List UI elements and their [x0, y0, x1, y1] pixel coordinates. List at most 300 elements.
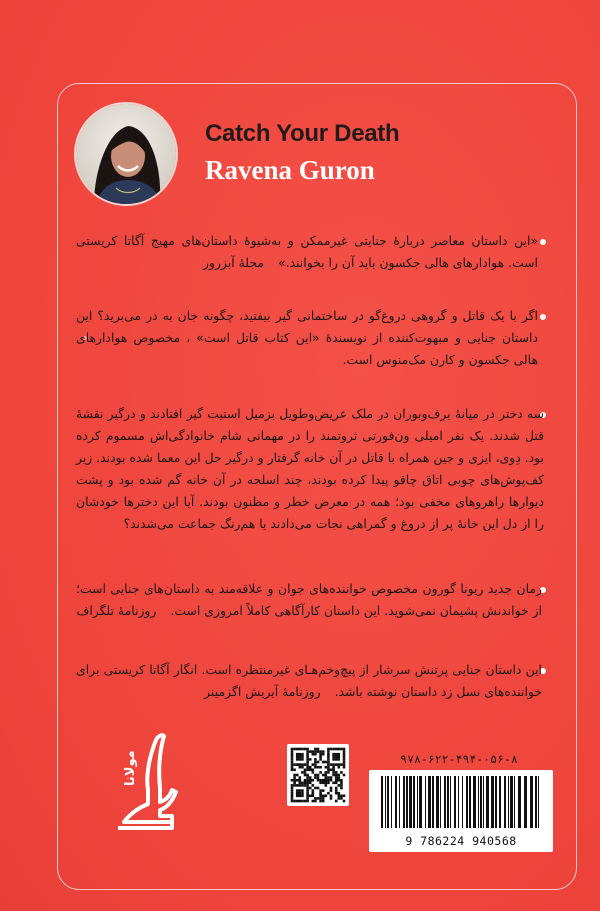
qr-module [314, 758, 317, 761]
qr-module [293, 748, 296, 751]
qr-module [314, 800, 317, 803]
qr-module [317, 761, 320, 764]
qr-module [335, 782, 338, 785]
barcode-bar [524, 776, 527, 828]
qr-module [340, 779, 343, 782]
barcode-bar [535, 776, 537, 828]
barcode-bar [458, 776, 459, 828]
qr-module [343, 766, 346, 769]
qr-module [301, 792, 304, 795]
qr-module [335, 787, 338, 790]
qr-module [327, 776, 330, 779]
qr-module [327, 792, 330, 795]
barcode-bar [518, 776, 521, 828]
qr-module [306, 753, 309, 756]
blurb-1-source: مجلهٔ آبزرور [203, 255, 265, 270]
qr-module [340, 771, 343, 774]
barcode-bar [447, 776, 449, 828]
qr-module [301, 782, 304, 785]
qr-module [312, 789, 315, 792]
barcode-bar [454, 776, 456, 828]
qr-module [332, 756, 335, 759]
qr-module [325, 779, 328, 782]
qr-module [304, 763, 307, 766]
qr-module [332, 769, 335, 772]
barcode-bar [440, 776, 441, 828]
qr-module [301, 800, 304, 803]
qr-module [332, 771, 335, 774]
barcode-bar [444, 776, 446, 828]
qr-module [325, 771, 328, 774]
qr-module [309, 776, 312, 779]
qr-module [327, 782, 330, 785]
qr-module [322, 750, 325, 753]
qr-module [340, 763, 343, 766]
publisher-logo [110, 730, 180, 835]
qr-module [296, 795, 299, 798]
qr-module [322, 795, 325, 798]
barcode-bar [530, 776, 533, 828]
qr-module [335, 776, 338, 779]
qr-module [291, 758, 294, 761]
qr-module [332, 753, 335, 756]
qr-module [299, 800, 302, 803]
qr-module [306, 784, 309, 787]
qr-module [301, 756, 304, 759]
qr-module [291, 766, 294, 769]
qr-module [309, 758, 312, 761]
qr-module [319, 782, 322, 785]
qr-module [317, 774, 320, 777]
qr-module [319, 758, 322, 761]
author-name: Ravena Guron [205, 155, 375, 185]
blurb-2 [76, 305, 538, 371]
barcode-bar [425, 776, 426, 828]
qr-module [291, 763, 294, 766]
blurb-5 [76, 659, 542, 703]
qr-module [319, 789, 322, 792]
qr-module [309, 766, 312, 769]
qr-module [338, 753, 341, 756]
qr-module [296, 763, 299, 766]
qr-module [335, 758, 338, 761]
qr-module [291, 779, 294, 782]
qr-module [304, 771, 307, 774]
qr-module [309, 750, 312, 753]
qr-module [296, 758, 299, 761]
qr-module [319, 750, 322, 753]
qr-module [293, 782, 296, 785]
qr-module [335, 763, 338, 766]
blurb-4 [76, 578, 542, 622]
qr-module [327, 758, 330, 761]
qr-module [291, 787, 294, 790]
qr-module [335, 753, 338, 756]
qr-module [314, 748, 317, 751]
qr-module [291, 756, 294, 759]
barcode-bar [508, 776, 509, 828]
barcode-bar [387, 776, 389, 828]
barcode-bar [466, 776, 468, 828]
qr-module [301, 763, 304, 766]
qr-module [335, 792, 338, 795]
qr-module [335, 779, 338, 782]
qr-module [306, 774, 309, 777]
qr-module [291, 748, 294, 751]
qr-module [309, 787, 312, 790]
qr-module [306, 792, 309, 795]
barcode-bar [413, 776, 415, 828]
bullet-1 [540, 239, 546, 245]
qr-module [322, 761, 325, 764]
barcode-bar [491, 776, 494, 828]
qr-module [335, 756, 338, 759]
barcode-bar [409, 776, 412, 828]
qr-module [314, 787, 317, 790]
qr-module [296, 792, 299, 795]
qr-module [296, 774, 299, 777]
barcode-bar [473, 776, 476, 828]
qr-module [330, 779, 333, 782]
qr-module [291, 789, 294, 792]
qr-module [319, 771, 322, 774]
qr-module [306, 769, 309, 772]
qr-module [327, 779, 330, 782]
qr-module [299, 756, 302, 759]
qr-module [306, 789, 309, 792]
qr-module [312, 769, 315, 772]
qr-module [299, 766, 302, 769]
qr-module [296, 789, 299, 792]
qr-module [327, 771, 330, 774]
qr-code-icon [287, 744, 349, 806]
barcode-bar [483, 776, 484, 828]
qr-module [291, 753, 294, 756]
qr-module [306, 756, 309, 759]
qr-module [301, 766, 304, 769]
qr-module [314, 763, 317, 766]
qr-module [343, 758, 346, 761]
qr-module [332, 763, 335, 766]
barcode-bar [381, 776, 383, 828]
qr-module [314, 750, 317, 753]
barcode-digits: 9 786224 940568 [405, 834, 517, 848]
barcode-bar [399, 776, 400, 828]
qr-module [325, 795, 328, 798]
qr-module [299, 792, 302, 795]
qr-module [332, 766, 335, 769]
blurb-4-text: رمان جدید ریونا گورون مخصوص خواننده‌های جوان و علاقه‌مند به داستان‌های جنایی است؛ از خواندنش پشیمان نمی‌شوید. این داستان کارآگاهی کاملاً امروزی است. [76, 581, 542, 618]
blurb-5-source: روزنامهٔ آیریش اگزمینر [204, 684, 321, 699]
barcode-bar [395, 776, 397, 828]
qr-module [301, 748, 304, 751]
qr-module [293, 774, 296, 777]
qr-module [301, 771, 304, 774]
qr-module [306, 761, 309, 764]
qr-module [317, 750, 320, 753]
qr-module [322, 789, 325, 792]
barcode-bar [499, 776, 501, 828]
qr-module [322, 753, 325, 756]
qr-module [312, 800, 315, 803]
qr-module [293, 763, 296, 766]
barcode-bar [391, 776, 392, 828]
qr-module [299, 776, 302, 779]
qr-module [332, 758, 335, 761]
qr-module [319, 797, 322, 800]
qr-module [340, 797, 343, 800]
qr-module [314, 761, 317, 764]
barcode-bar [417, 776, 418, 828]
qr-module [312, 763, 315, 766]
qr-module [312, 779, 315, 782]
qr-module [330, 748, 333, 751]
qr-module [327, 761, 330, 764]
qr-module [330, 763, 333, 766]
qr-module [296, 784, 299, 787]
barcode-bar [514, 776, 515, 828]
qr-module [330, 776, 333, 779]
blurb-1-text: «این داستان معاصر دربارهٔ جنایتی غیرممکن و به‌شیوهٔ داستان‌های مهیج آگاتا کریستی است. هوادارهای هالی جکسون باید آن را بخوانند.» [76, 233, 538, 270]
qr-module [338, 776, 341, 779]
qr-module [327, 753, 330, 756]
barcode-bar [510, 776, 513, 828]
qr-module [306, 782, 309, 785]
qr-module [299, 782, 302, 785]
barcode-bar [436, 776, 439, 828]
qr-module [338, 795, 341, 798]
qr-module [299, 795, 302, 798]
qr-module [343, 750, 346, 753]
qr-module [340, 795, 343, 798]
barcode-bar [432, 776, 434, 828]
barcode-bar [462, 776, 463, 828]
qr-module [340, 748, 343, 751]
qr-module [291, 800, 294, 803]
qr-module [317, 748, 320, 751]
barcode-bar [419, 776, 422, 828]
qr-module [296, 753, 299, 756]
qr-module [301, 789, 304, 792]
qr-module [304, 782, 307, 785]
qr-module [306, 779, 309, 782]
qr-module [330, 795, 333, 798]
qr-module [330, 797, 333, 800]
qr-module [314, 753, 317, 756]
qr-module [304, 769, 307, 772]
qr-module [325, 782, 328, 785]
qr-module [317, 779, 320, 782]
qr-module [299, 748, 302, 751]
qr-module [301, 753, 304, 756]
qr-module [325, 766, 328, 769]
qr-module [319, 795, 322, 798]
qr-module [299, 789, 302, 792]
qr-module [338, 774, 341, 777]
qr-module [293, 779, 296, 782]
qr-module [319, 792, 322, 795]
publisher-name: مولانا [123, 750, 138, 786]
qr-module [319, 753, 322, 756]
qr-module [332, 782, 335, 785]
qr-module [304, 800, 307, 803]
qr-module [299, 784, 302, 787]
blurb-4-source: روزنامهٔ تلگراف [76, 603, 157, 618]
qr-module [338, 756, 341, 759]
qr-module [327, 763, 330, 766]
qr-module [312, 753, 315, 756]
qr-module [306, 776, 309, 779]
qr-module [299, 753, 302, 756]
qr-module [299, 763, 302, 766]
qr-module [309, 795, 312, 798]
qr-module [327, 748, 330, 751]
qr-module [338, 758, 341, 761]
author-photo [74, 102, 178, 206]
qr-module [343, 756, 346, 759]
qr-module [304, 784, 307, 787]
isbn-label: ۹۷۸-۶۲۲-۴۹۴-۰۵۶-۸ [400, 752, 518, 766]
qr-module [330, 769, 333, 772]
qr-module [338, 766, 341, 769]
blurb-3-text: سه دختر در میانهٔ برف‌وبوران در ملک عریض‌وطویل بزمیل استیت گیر افتادند و درگیر نقشهٔ قتل شدند. یک نفر امیلی ون‌فورتی ثروتمند را در مهمانی شام خانوادگی‌اش مسموم کرده بود. دِوی، ایزی و جین همراه با قاتل در آن خانه گرفتار و درگیر حل این معما شده بودند. زیر کف‌پوش‌های چوبی اتاق چاقو پیدا کرده بودند، چند اسلحه در آن خانه گم شده بود و پشت دیوارها راهروهای مخفی بود؛ همه در معرض خطر و مظنون بودند. آیا این دخترها خودشان را از دل این خانهٔ پر از دروغ و گمراهی نجات می‌دادند یا هم‌رنگ جماعت می‌شدند؟ [76, 406, 544, 531]
qr-module [330, 789, 333, 792]
qr-module [343, 763, 346, 766]
qr-module [306, 758, 309, 761]
qr-module [299, 758, 302, 761]
qr-module [343, 753, 346, 756]
qr-module [338, 748, 341, 751]
qr-module [340, 787, 343, 790]
qr-module [340, 784, 343, 787]
qr-module [312, 771, 315, 774]
barcode-bar [504, 776, 506, 828]
blurb-5-text: این داستان جنایی پرتنش سرشار از پیچ‌وخم‌هـای غیرمنتظره است. انگار آگاتا کریستی برای خواننده‌های نسل زد داستان نوشته باشد. [76, 662, 542, 699]
qr-module [319, 800, 322, 803]
qr-module [330, 787, 333, 790]
barcode [369, 770, 553, 852]
qr-module [338, 784, 341, 787]
barcode-bar [538, 776, 539, 828]
qr-module [309, 769, 312, 772]
qr-module [291, 797, 294, 800]
qr-module [343, 795, 346, 798]
qr-module [319, 779, 322, 782]
qr-module [296, 800, 299, 803]
qr-module [327, 750, 330, 753]
qr-module [304, 779, 307, 782]
barcode-bar [385, 776, 386, 828]
qr-module [293, 776, 296, 779]
qr-module [317, 766, 320, 769]
qr-module [319, 766, 322, 769]
qr-module [306, 748, 309, 751]
qr-module [296, 756, 299, 759]
qr-module [335, 774, 338, 777]
qr-module [309, 782, 312, 785]
qr-module [325, 784, 328, 787]
qr-module [325, 761, 328, 764]
qr-module [327, 769, 330, 772]
barcode-bar [469, 776, 471, 828]
qr-module [322, 779, 325, 782]
barcode-bar [478, 776, 479, 828]
qr-module [338, 763, 341, 766]
qr-module [314, 774, 317, 777]
qr-module [327, 756, 330, 759]
qr-module [304, 774, 307, 777]
qr-module [335, 748, 338, 751]
qr-module [335, 800, 338, 803]
qr-module [343, 748, 346, 751]
barcode-bar [495, 776, 497, 828]
qr-module [301, 784, 304, 787]
qr-module [325, 776, 328, 779]
qr-module [291, 792, 294, 795]
blurb-1 [76, 230, 538, 274]
qr-module [317, 776, 320, 779]
publisher-logo-icon [110, 730, 180, 835]
qr-module [325, 774, 328, 777]
qr-module [332, 774, 335, 777]
qr-module [293, 800, 296, 803]
qr-module [317, 787, 320, 790]
qr-module [343, 800, 346, 803]
barcode-bar [486, 776, 489, 828]
barcode-bar [403, 776, 405, 828]
qr-module [306, 787, 309, 790]
qr-module [306, 763, 309, 766]
barcode-bar [428, 776, 431, 828]
qr-module [322, 797, 325, 800]
qr-module [322, 782, 325, 785]
qr-module [309, 779, 312, 782]
qr-module [335, 789, 338, 792]
qr-module [301, 795, 304, 798]
barcode-bars [369, 770, 553, 832]
qr-module [293, 784, 296, 787]
qr-module [314, 776, 317, 779]
qr-module [340, 782, 343, 785]
qr-module [338, 792, 341, 795]
qr-module [327, 766, 330, 769]
qr-module [291, 761, 294, 764]
qr-module [306, 797, 309, 800]
qr-module [319, 756, 322, 759]
qr-code [287, 744, 349, 806]
qr-module [296, 779, 299, 782]
qr-module [312, 750, 315, 753]
qr-module [314, 766, 317, 769]
blurb-2-text: اگر با یک قاتل و گروهی دروغ‌گو در ساختمانی گیر بیفتید، چگونه جان به در می‌برید؟ این داستان جنایی و مبهوت‌کننده از نویسندهٔ «این کتاب قاتل است» ، مخصوص هوادارهای هالی جکسون و کارن مک‌منوس است. [76, 308, 538, 367]
barcode-bar [450, 776, 451, 828]
qr-module [312, 784, 315, 787]
book-title: Catch Your Death [205, 120, 400, 147]
qr-module [306, 766, 309, 769]
qr-module [338, 779, 341, 782]
qr-module [301, 758, 304, 761]
qr-module [332, 748, 335, 751]
qr-module [296, 748, 299, 751]
qr-module [299, 779, 302, 782]
barcode-bar [480, 776, 482, 828]
qr-module [291, 795, 294, 798]
qr-module [322, 774, 325, 777]
qr-module [306, 750, 309, 753]
qr-module [293, 769, 296, 772]
qr-module [291, 750, 294, 753]
barcode-bar [406, 776, 408, 828]
